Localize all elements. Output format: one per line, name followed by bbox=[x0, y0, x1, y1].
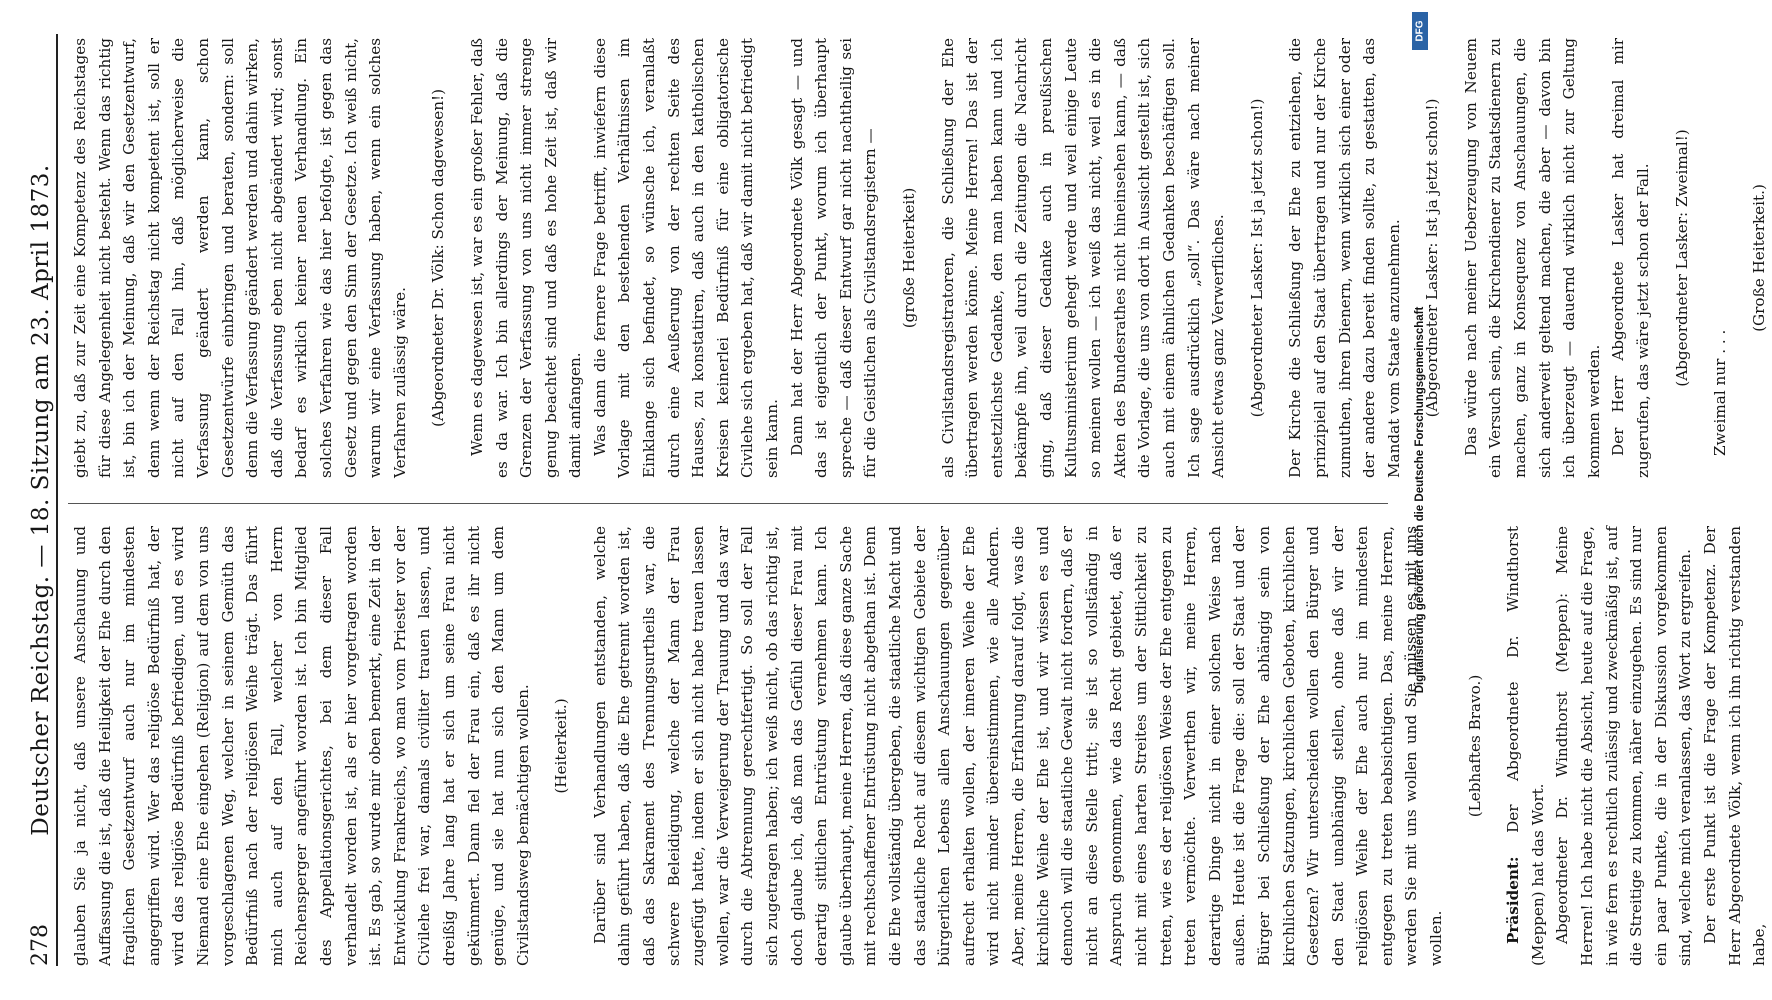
president-remark bbox=[1501, 526, 1550, 966]
president-label: Präsident: bbox=[1504, 856, 1523, 944]
column-divider bbox=[68, 503, 1388, 504]
paragraph: Wenn es dagewesen ist, war es ein großer Fehler, daß es da war. Ich bin allerdings der Meinung, daß die Grenzen der Verfassung von uns nicht immer strenge genug beachtet sind und daß es hohe Zeit ist, daß wir damit anfangen. bbox=[467, 38, 585, 478]
paragraph: giebt zu, daß zur Zeit eine Kompetenz des Reichstages für diese Angelegenheit nicht besteht. Wenn das richtig ist, bin ich der Meinung, daß wir den Gesetzentwurf, denn wenn der Reichstag nicht kompetent ist, soll er nicht auf den Fall hin, daß möglicherweise die Verfassung geändert werden kann, schon Gesetzentwürfe einbringen und beraten, sondern: soll denn die Verfassung geändert werden und dahin wirken, daß die Verfassung eben nicht abgeändert wird; sonst bedarf es wirklich keiner neuen Verhandlung. Ein solches Verfahren wie das hier befolgte, ist gegen das Gesetz und gegen den Sinn der Gesetze. Ich weiß nicht, warum wir eine Verfassung haben, wenn ein solches Verfahren zulässig wäre. bbox=[71, 38, 409, 478]
page-title: Deutscher Reichstag. — 18. Sitzung am 23. April 1873. bbox=[28, 164, 54, 836]
paragraph: Darüber sind Verhandlungen entstanden, welche dahin geführt haben, daß die Ehe getrennt worden ist, daß das Sakrament des Trennungsurtheils war, die schwere Beleidigung, welche der Mann der Frau zugefügt hatte, indem er sich nicht habe trauen lassen wollen, war die Verweigerung der Trauung und das war durch die Abtrennung gerechtfertigt. So soll der Fall sich zugetragen haben; ich weiß nicht, ob das richtig ist, doch glaube ich, daß man das Gefühl dieser Frau mit derartig sittlichen Entrüstung vernehmen kann. Ich glaube überhaupt, meine Herren, daß diese ganze Sache mit rechtschaffener Entrüstung nicht abgethan ist. Denn die Ehe vollständig übergeben, die staatliche Macht und das staatliche Recht auf diesem wichtigen Gebiete der bürgerlichen Lebens allen Anschauungen gegenüber aufrecht erhalten wollen, der inneren Weihe der Ehe wird nicht minder übereinstimmen, wie alle Andern. Aber, meine Herren, die Erfahrung darauf folgt, was die kirchliche Weihe der Ehe ist, und wir wissen es und dennoch will die staatliche Gewalt nicht fordern, daß er nicht an diese Stelle tritt; sie ist so vollständig in Anspruch genommen, wie das Recht gebietet, daß er nicht mit eines harten Streites um der Sittlichkeit zu treten, wie es der religiösen Weise der Ehe entgegen zu treten vermöchte. Verwerthen wir, meine Herren, derartige Dinge nicht in einer solchen Weise nach außen. Heute ist die Frage die: soll der Staat und der Bürger bei Schließung der Ehe abhängig sein von kirchlichen Satzungen, kirchlichen Geboten, kirchlichen Gesetzen? Wir unterscheiden wollen den Bürger und den Staat unabhängig stellen, ohne daß wir der religiösen Weihe der Ehe auch nur im mindesten entgegen zu treten beabsichtigen. Das, meine Herren, werden Sie mit uns wollen und Sie müssen es mit uns wollen. bbox=[590, 526, 1446, 966]
page-header bbox=[26, 34, 58, 966]
paragraph: Zweimal nur . . . bbox=[1711, 329, 1730, 456]
interjection: (Große Heiterkeit.) bbox=[1749, 184, 1768, 332]
interjection: (Abgeordneter Lasker: Zweimal!) bbox=[1672, 129, 1691, 387]
paragraph: Dann hat der Herr Abgeordnete Völk gesagt — und das ist eigentlich der Punkt, worum ich überhaupt spreche — daß dieser Entwurf gar nicht nachtheilig sei für die Geistlichen als Civilstandsregistern — bbox=[787, 38, 880, 478]
interjection: (Lebhaftes Bravo.) bbox=[1465, 674, 1484, 818]
left-column bbox=[68, 525, 1769, 966]
paragraph: Was dann die fernere Frage betrifft, inwiefern diese Vorlage mit den bestehenden Verhältnissen im Einklange sich befindet, so wünsche ich, veranlaßt durch eine Aeußerung von der rechten Seite des Hauses, zu konstatiren, daß auch in den katholischen Kreisen keinerlei Bedürfniß für eine obligatorische Civilehe sich ergeben hat, daß wir damit nicht befriedigt sein kann. bbox=[590, 38, 782, 478]
dfg-logo-text: DFG bbox=[1414, 20, 1426, 42]
paragraph: Das würde nach meiner Ueberzeugung von Neuem ein Versuch sein, die Kirchendiener zu Staatsdienern zu machen, ganz in Konsequenz von Anschauungen, die sich anderweit geltend machen, die aber — davon bin ich überzeugt — dauernd wirklich nicht zur Geltung kommen werden. bbox=[1461, 38, 1603, 478]
president-text: Der Abgeordnete Dr. Windthorst (Meppen) hat das Wort. bbox=[1504, 525, 1547, 966]
credit-text: Digitalisierung gefördert durch die Deutsche Forschungsgemeinschaft bbox=[1414, 306, 1426, 694]
interjection: (Abgeordneter Lasker: Ist ja jetzt schon!) bbox=[1423, 98, 1442, 418]
interjection: (Heiterkeit.) bbox=[552, 698, 571, 794]
digitization-credit bbox=[1411, 10, 1429, 990]
paragraph: Der erste Punkt ist die Frage der Kompetenz. Der Herr Abgeordnete Völk, wenn ich ihn richtig verstanden habe, bbox=[1701, 526, 1769, 966]
page-number: 278 bbox=[28, 924, 53, 966]
right-column bbox=[68, 38, 1768, 478]
paragraph: Der Kirche die Schließung der Ehe zu entziehen, die prinzipiell auf den Staat übertragen und nur der Kirche zumuthen, ihren Dienern, wenn wirklich sich einer oder der andere dazu bereit finden sollte, zu gestatten, das Mandat vom Staate anzunehmen. bbox=[1286, 38, 1403, 478]
paragraph: glauben Sie ja nicht, daß unsere Anschauung und Auffassung die ist, daß die Heiligkeit der Ehe durch den fraglichen Gesetzentwurf auch nur im mindesten angegriffen wird. Wer das religiöse Bedürfniß hat, der wird das religiöse Bedürfniß befriedigen, und es wird Niemand eine Ehe eingehen (Religion) auf dem von uns vorgeschlagenen Weg, welcher in seinem Gemüth das Bedürfniß nach der religiösen Weihe trägt. Das führt mich auch auf den Fall, welcher von Herrn Reichensperger angeführt worden ist. Ich bin Mitglied des Appellationsgerichtes, bei dem dieser Fall verhandelt worden ist, als er hier vorgetragen worden ist. Es gab, so wurde mir oben bemerkt, eine Zeit in der Entwicklung Frankreichs, wo man vom Priester vor der Civilehe frei war, damals civiliter trauen lassen, und dreißig Jahre lang hat er sich um seine Frau nicht gekümmert. Dann fiel der Frau ein, daß es ihr nicht genüge, und sie hat nun sich den Mann um dem Civilstandsweg bemächtigen wollen. bbox=[71, 526, 532, 966]
interjection: (Abgeordneter Dr. Völk: Schon dagewesen!) bbox=[429, 88, 448, 428]
interjection: (große Heiterkeit) bbox=[900, 187, 918, 329]
paragraph: als Civilstandsregistratoren, die Schließung der Ehe übertragen werden könne. Meine Herren! Das ist der entsetzlichste Gedanke, den man haben kann und ich bekämpfe ihn, weil durch die Zeitungen die Nachricht ging, daß dieser Gedanke auch in preußischen Kultusministerium gehegt werde und weil einige Leute so meinen wollen — ich weiß das nicht, weil es in die Akten des Bundesrathes nicht hineinsehen kann, — daß die Vorlage, die uns von dort in Aussicht gestellt ist, sich auch mit einem ähnlichen Gedanken beschäftigen soll. Ich sage ausdrücklich „soll“. Das wäre nach meiner Ansicht etwas ganz Verwerfliches. bbox=[938, 38, 1228, 478]
paragraph: Der Herr Abgeordnete Lasker hat dreimal mir zugerufen, das wäre jetzt schon der Fall. bbox=[1609, 38, 1653, 478]
interjection: (Abgeordneter Lasker: Ist ja jetzt schon!) bbox=[1247, 98, 1266, 418]
paragraph: Abgeordneter Dr. Windthorst (Meppen): Meine Herren! Ich habe nicht die Absicht, heute auf die Frage, in wie fern es rechtlich zulässig und zweckmäßig ist, auf die Streitige zu kommen, näher einzugehen. Es sind nur ein paar Punkte, die in der Diskussion vorgekommen sind, welche mich veranlassen, das Wort zu ergreifen. bbox=[1553, 526, 1695, 966]
